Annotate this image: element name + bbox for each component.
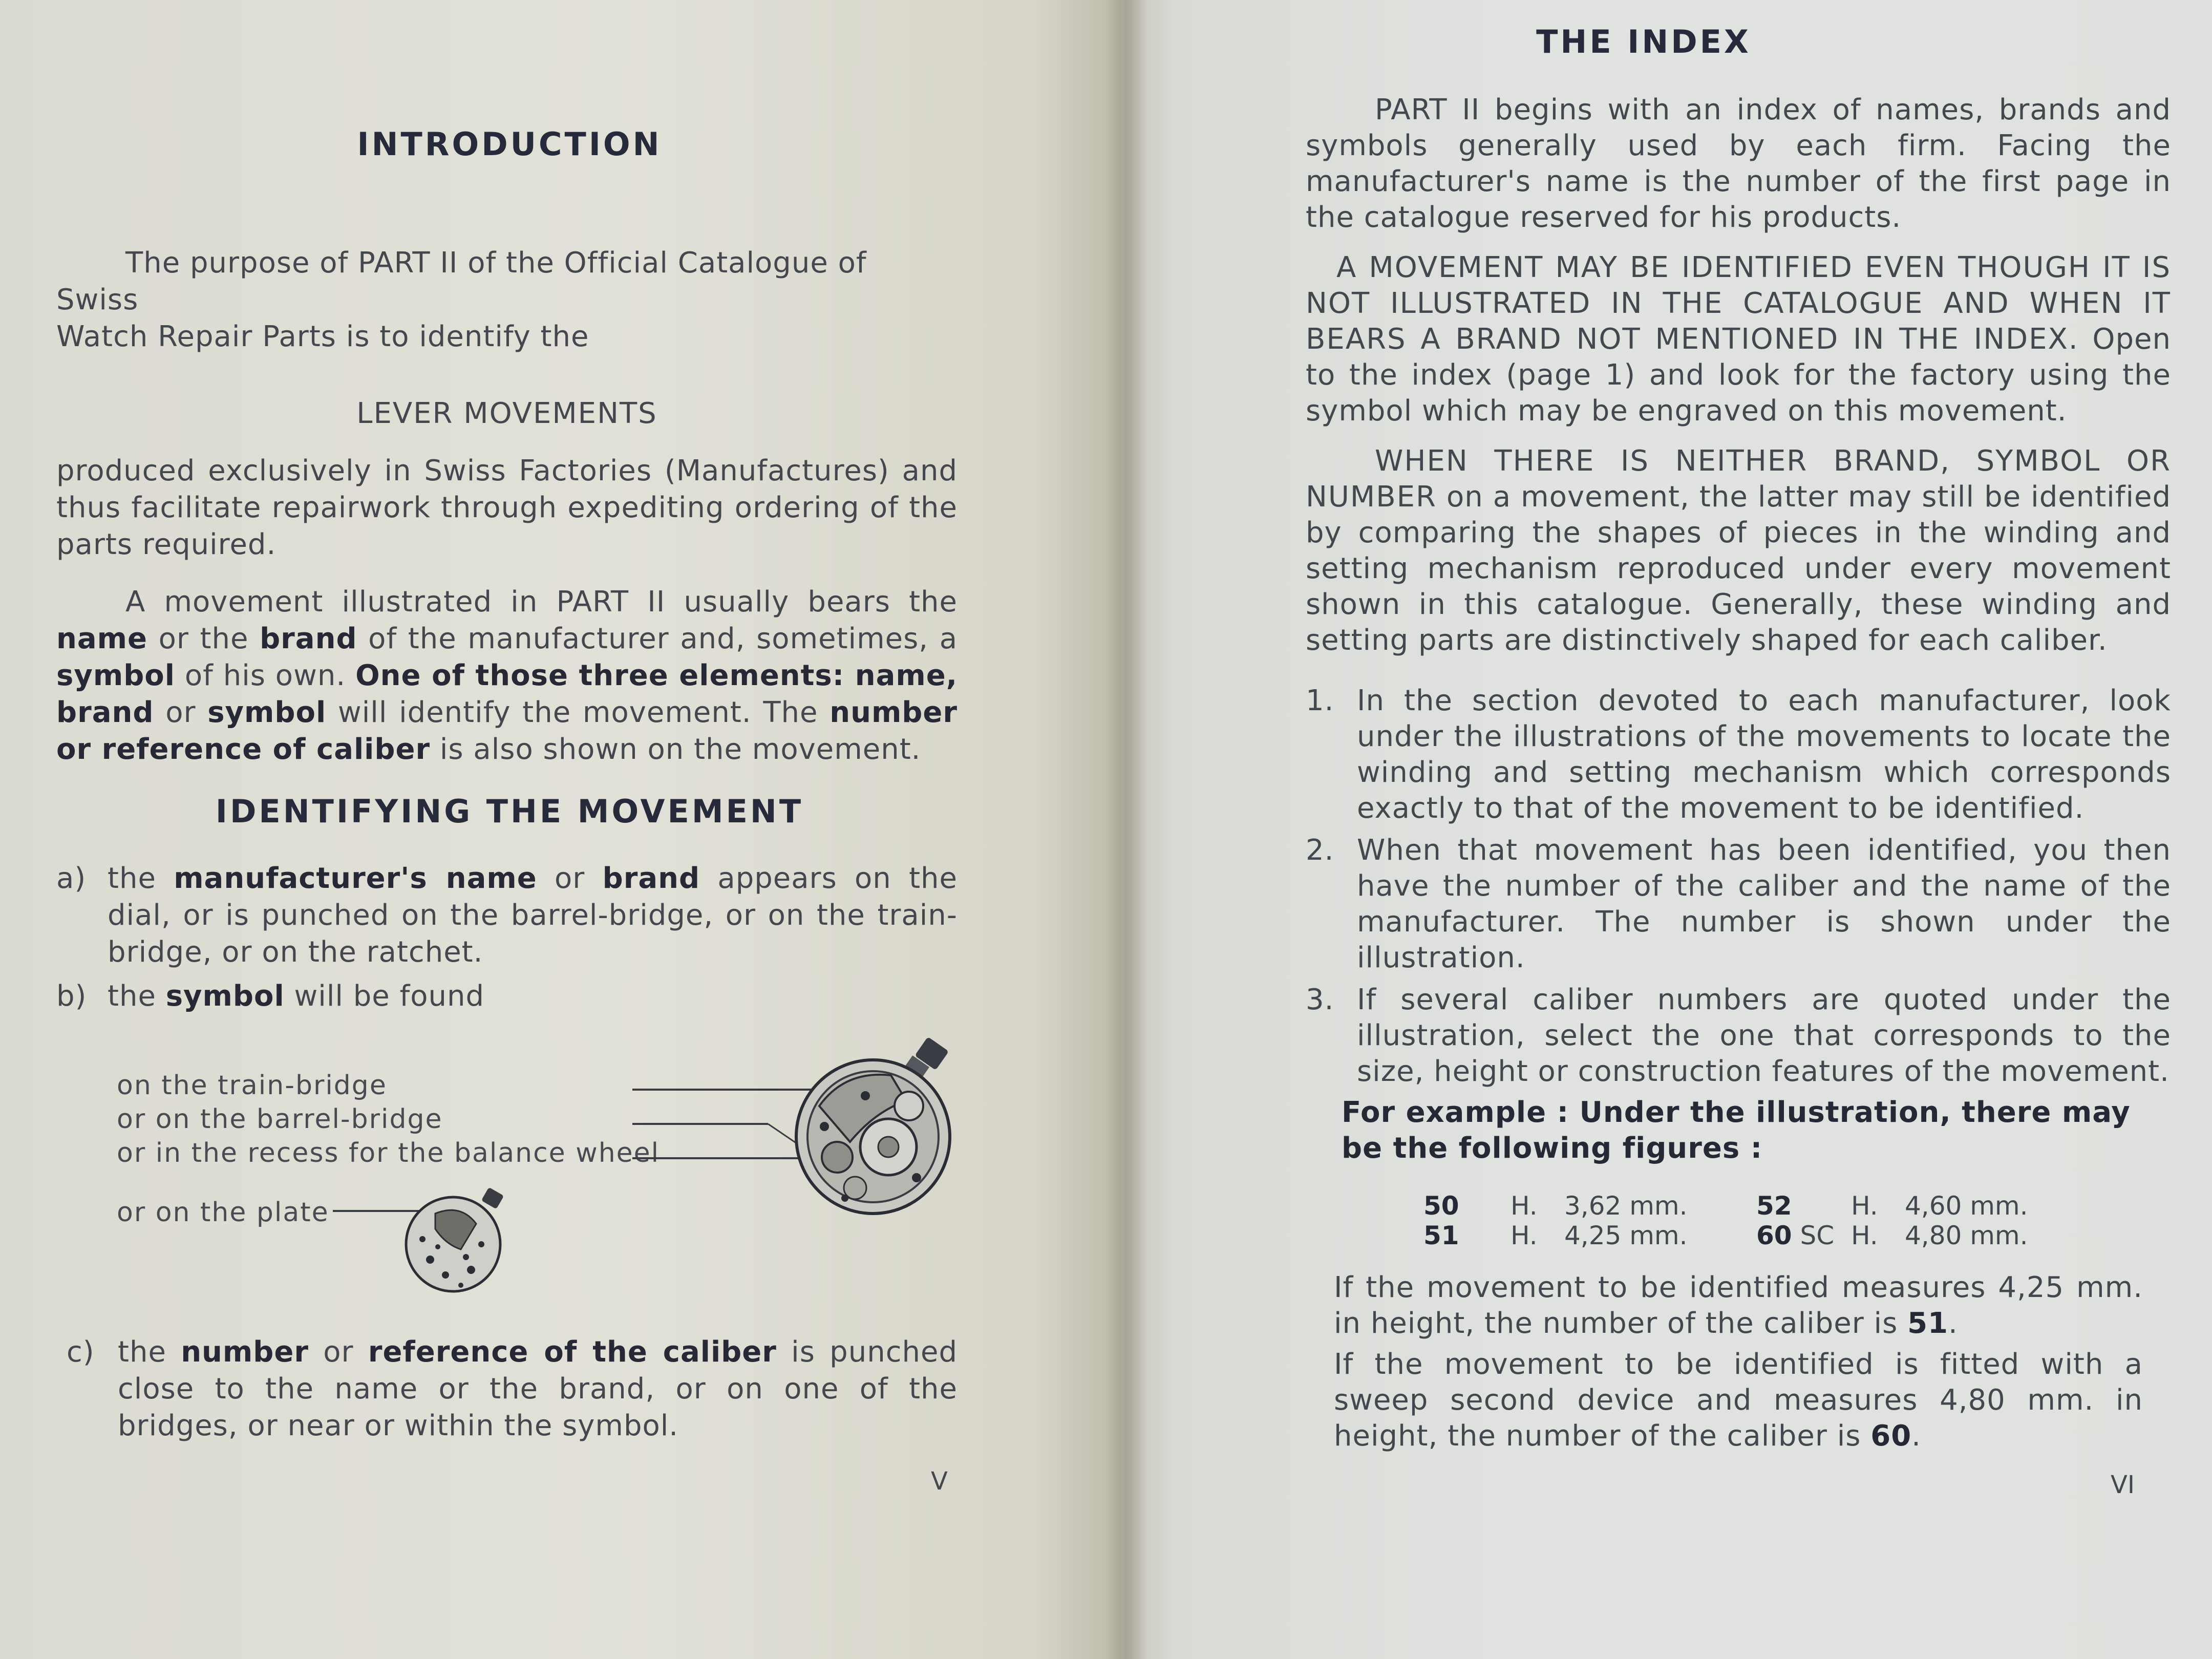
label-barrel-bridge: or on the barrel-bridge bbox=[117, 1104, 443, 1135]
index-heading: THE INDEX bbox=[1536, 23, 1751, 60]
list-marker-b: b) bbox=[56, 980, 87, 1013]
para2-caps: A MOVEMENT MAY BE IDENTIFIED EVEN THOUGH IT IS NOT ILLUSTRATED IN THE CATALOGUE AND WHEN IT BEARS A BRAND NOT MENTIONED IN THE INDEX. bbox=[1306, 251, 2171, 356]
example-1-text: If the movement to be identified measures 4,25 mm. in height, the number of the caliber is bbox=[1334, 1271, 2143, 1340]
item-b-text-1: the bbox=[108, 980, 166, 1013]
page-number-left: V bbox=[931, 1467, 948, 1496]
movement-text-3: of the manufacturer and, sometimes, a bbox=[357, 622, 958, 655]
example-1 bbox=[1334, 1270, 2143, 1342]
movement-text-1: A movement illustrated in PART II usually bears the bbox=[125, 585, 958, 619]
item-a-text-3: appears on the dial, or is punched on the barrel-bridge, or on the train-bridge, or on the ratchet. bbox=[108, 862, 958, 969]
watch-movement-icon bbox=[789, 1034, 958, 1229]
figure-val-52: 4,60 mm. bbox=[1905, 1191, 2028, 1221]
step-2 bbox=[1306, 833, 2171, 976]
example-1-end: . bbox=[1948, 1307, 1958, 1340]
movement-bold-elements: One of those three elements: name, brand bbox=[56, 659, 958, 729]
list-marker-a: a) bbox=[56, 862, 87, 895]
item-b-bold-symbol: symbol bbox=[165, 980, 285, 1013]
figure-suffix-60: SC bbox=[1792, 1221, 1835, 1250]
movement-bold-symbol-2: symbol bbox=[207, 696, 327, 729]
example-heading bbox=[1306, 1095, 2171, 1166]
item-a-bold-brand: brand bbox=[602, 862, 700, 895]
movement-bold-name: name bbox=[56, 622, 147, 655]
lever-movements: LEVER MOVEMENTS bbox=[356, 397, 657, 430]
examples-text bbox=[1334, 1270, 2143, 1454]
example-2-caliber: 60 bbox=[1870, 1419, 1912, 1453]
figure-h-52: H. bbox=[1851, 1191, 1878, 1221]
figure-row-51 bbox=[1423, 1221, 1782, 1250]
figure-val-60: 4,80 mm. bbox=[1905, 1221, 2028, 1250]
item-c-text-1: the bbox=[118, 1335, 181, 1369]
index-text bbox=[1306, 92, 2171, 1166]
figure-num-52: 52 bbox=[1756, 1191, 1792, 1221]
movement-bold-symbol: symbol bbox=[56, 659, 175, 692]
step-3 bbox=[1306, 982, 2171, 1090]
index-paragraph-1: PART II begins with an index of names, brands and symbols generally used by each firm. Facing the manufacturer's name is the number of the first page in the catalogue reserved for his products. bbox=[1306, 93, 2171, 234]
movement-text-6: will identify the movement. The bbox=[326, 696, 830, 729]
label-balance-recess: or in the recess for the balance wheel bbox=[117, 1138, 660, 1168]
figure-h-50: H. bbox=[1511, 1191, 1538, 1221]
figure-num-51: 51 bbox=[1423, 1221, 1459, 1250]
example-heading-text: For example : Under the illustration, there may be the following figures : bbox=[1342, 1096, 2131, 1165]
movement-text-4: of his own. bbox=[175, 659, 356, 692]
item-a-text-1: the bbox=[108, 862, 174, 895]
item-a-bold-name: manufacturer's name bbox=[174, 862, 537, 895]
para3-caps: WHEN THERE IS NEITHER BRAND, SYMBOL OR NUMBER bbox=[1306, 444, 2171, 514]
intro-line-2: Watch Repair Parts is to identify the bbox=[56, 320, 589, 353]
figure-num-60: 60 bbox=[1756, 1221, 1792, 1250]
step-1 bbox=[1306, 683, 2171, 826]
figure-num-50: 50 bbox=[1423, 1191, 1459, 1221]
figure-row-52 bbox=[1756, 1191, 2115, 1221]
item-c-text-3: is punched close to the name or the brand, or on one of the bridges, or near or within the symbol. bbox=[118, 1335, 958, 1442]
figure-h-51: H. bbox=[1511, 1221, 1538, 1250]
figure-row-60 bbox=[1756, 1221, 2115, 1250]
page-number-right: VI bbox=[2111, 1471, 2135, 1499]
example-2-end: . bbox=[1911, 1419, 1921, 1453]
index-paragraph-2 bbox=[1306, 250, 2171, 429]
item-c-text-2: or bbox=[308, 1335, 368, 1369]
item-c-bold-reference: reference of the caliber bbox=[368, 1335, 777, 1369]
identifying-heading: IDENTIFYING THE MOVEMENT bbox=[215, 793, 804, 830]
step-marker-3: 3. bbox=[1306, 983, 1334, 1016]
step-text-2: When that movement has been identified, you then have the number of the caliber and the name of the manufacturer. The number is shown under the illustration. bbox=[1357, 834, 2171, 974]
caliber-note bbox=[67, 1334, 958, 1444]
step-text-1: In the section devoted to each manufacturer, look under the illustrations of the movements to locate the winding and setting mechanism which corresponds exactly to that of the movement to be identified. bbox=[1357, 684, 2171, 825]
watch-plate-icon bbox=[399, 1183, 512, 1301]
introduction-heading: INTRODUCTION bbox=[357, 125, 662, 163]
list-item-c bbox=[67, 1334, 958, 1444]
label-train-bridge: on the train-bridge bbox=[117, 1070, 387, 1101]
figure-val-51: 4,25 mm. bbox=[1564, 1221, 1688, 1250]
index-paragraph-3 bbox=[1306, 443, 2171, 658]
movement-bold-caliber: number or reference of caliber bbox=[56, 696, 958, 766]
label-plate: or on the plate bbox=[117, 1197, 329, 1228]
movement-bold-brand: brand bbox=[260, 622, 357, 655]
item-b-text-2: will be found bbox=[284, 980, 485, 1013]
movement-text-5: or bbox=[154, 696, 208, 729]
example-2 bbox=[1334, 1347, 2143, 1454]
step-marker-1: 1. bbox=[1306, 684, 1334, 717]
example-2-text: If the movement to be identified is fitted with a sweep second device and measures 4,80 mm. in height, the number of the caliber is bbox=[1334, 1348, 2143, 1453]
intro-line-1: The purpose of PART II of the Official Catalogue of Swiss bbox=[56, 246, 867, 316]
list-marker-c: c) bbox=[67, 1335, 95, 1369]
movement-text-7: is also shown on the movement. bbox=[430, 733, 921, 766]
example-1-caliber: 51 bbox=[1907, 1307, 1949, 1340]
movement-text-2: or the bbox=[147, 622, 260, 655]
figure-val-50: 3,62 mm. bbox=[1564, 1191, 1688, 1221]
figure-row-50 bbox=[1423, 1191, 1782, 1221]
para3-rest: on a movement, the latter may still be identified by comparing the shapes of pieces in the winding and setting mechanism reproduced under every movement shown in this catalogue. Generally, these winding and setting parts are distinctively shaped for each caliber. bbox=[1306, 480, 2171, 657]
figure-h-60: H. bbox=[1851, 1221, 1878, 1250]
step-marker-2: 2. bbox=[1306, 834, 1334, 867]
step-text-3: If several caliber numbers are quoted under the illustration, select the one that corresponds to the size, height or construction features of the movement. bbox=[1357, 983, 2171, 1088]
produced-paragraph: produced exclusively in Swiss Factories (Manufactures) and thus facilitate repairwork through expediting ordering of the parts required. bbox=[56, 454, 958, 561]
para2-rest: Open to the index (page 1) and look for the factory using the symbol which may be engraved on this movement. bbox=[1306, 323, 2171, 428]
item-a-text-2: or bbox=[537, 862, 603, 895]
item-c-bold-number: number bbox=[181, 1335, 309, 1369]
